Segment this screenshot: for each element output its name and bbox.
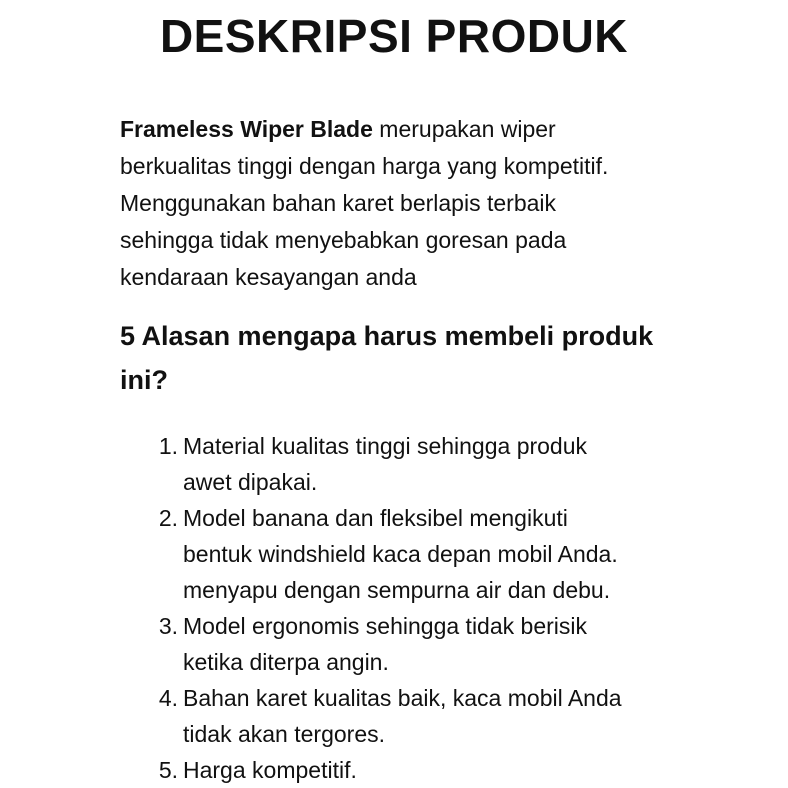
page-title: DESKRIPSI PRODUK: [159, 10, 629, 62]
list-item-number: 5.: [158, 757, 178, 783]
list-item-number: 2.: [158, 505, 178, 531]
intro-line-4: sehingga tidak menyebabkan goresan pada: [120, 227, 567, 253]
reasons-heading-line-2: ini?: [120, 365, 168, 395]
list-item-line: ketika diterpa angin.: [183, 649, 389, 675]
list-item-line: bentuk windshield kaca depan mobil Anda.: [183, 541, 618, 567]
list-item-line: tidak akan tergores.: [183, 721, 386, 747]
reasons-heading-line-1: 5 Alasan mengapa harus membeli produk: [120, 321, 654, 351]
list-item-line: Bahan karet kualitas baik, kaca mobil Anda: [183, 685, 622, 711]
list-item-line: awet dipakai.: [183, 469, 318, 495]
list-item: [120, 752, 700, 788]
list-item-line: Material kualitas tinggi sehingga produk: [183, 433, 588, 459]
intro-line-5: kendaraan kesayangan anda: [120, 264, 417, 290]
intro-line-3: Menggunakan bahan karet berlapis terbaik: [120, 190, 557, 216]
list-item-number: 1.: [158, 433, 178, 459]
list-item: [120, 680, 700, 752]
list-item-number: 3.: [158, 613, 178, 639]
list-item: [120, 608, 700, 680]
list-item-line: Model banana dan fleksibel mengikuti: [183, 505, 568, 531]
reasons-heading: [120, 314, 700, 402]
list-item-number: 4.: [158, 685, 178, 711]
reasons-list: [120, 428, 700, 788]
intro-paragraph: [120, 111, 700, 296]
list-item-line: menyapu dengan sempurna air dan debu.: [183, 577, 611, 603]
product-name: Frameless Wiper Blade: [120, 116, 373, 142]
intro-line-2: berkualitas tinggi dengan harga yang kompetitif.: [120, 153, 609, 179]
list-item-line: Harga kompetitif.: [183, 757, 357, 783]
intro-line-1: merupakan wiper: [372, 116, 556, 142]
list-item: [120, 500, 700, 608]
list-item-line: Model ergonomis sehingga tidak berisik: [183, 613, 587, 639]
list-item: [120, 428, 700, 500]
